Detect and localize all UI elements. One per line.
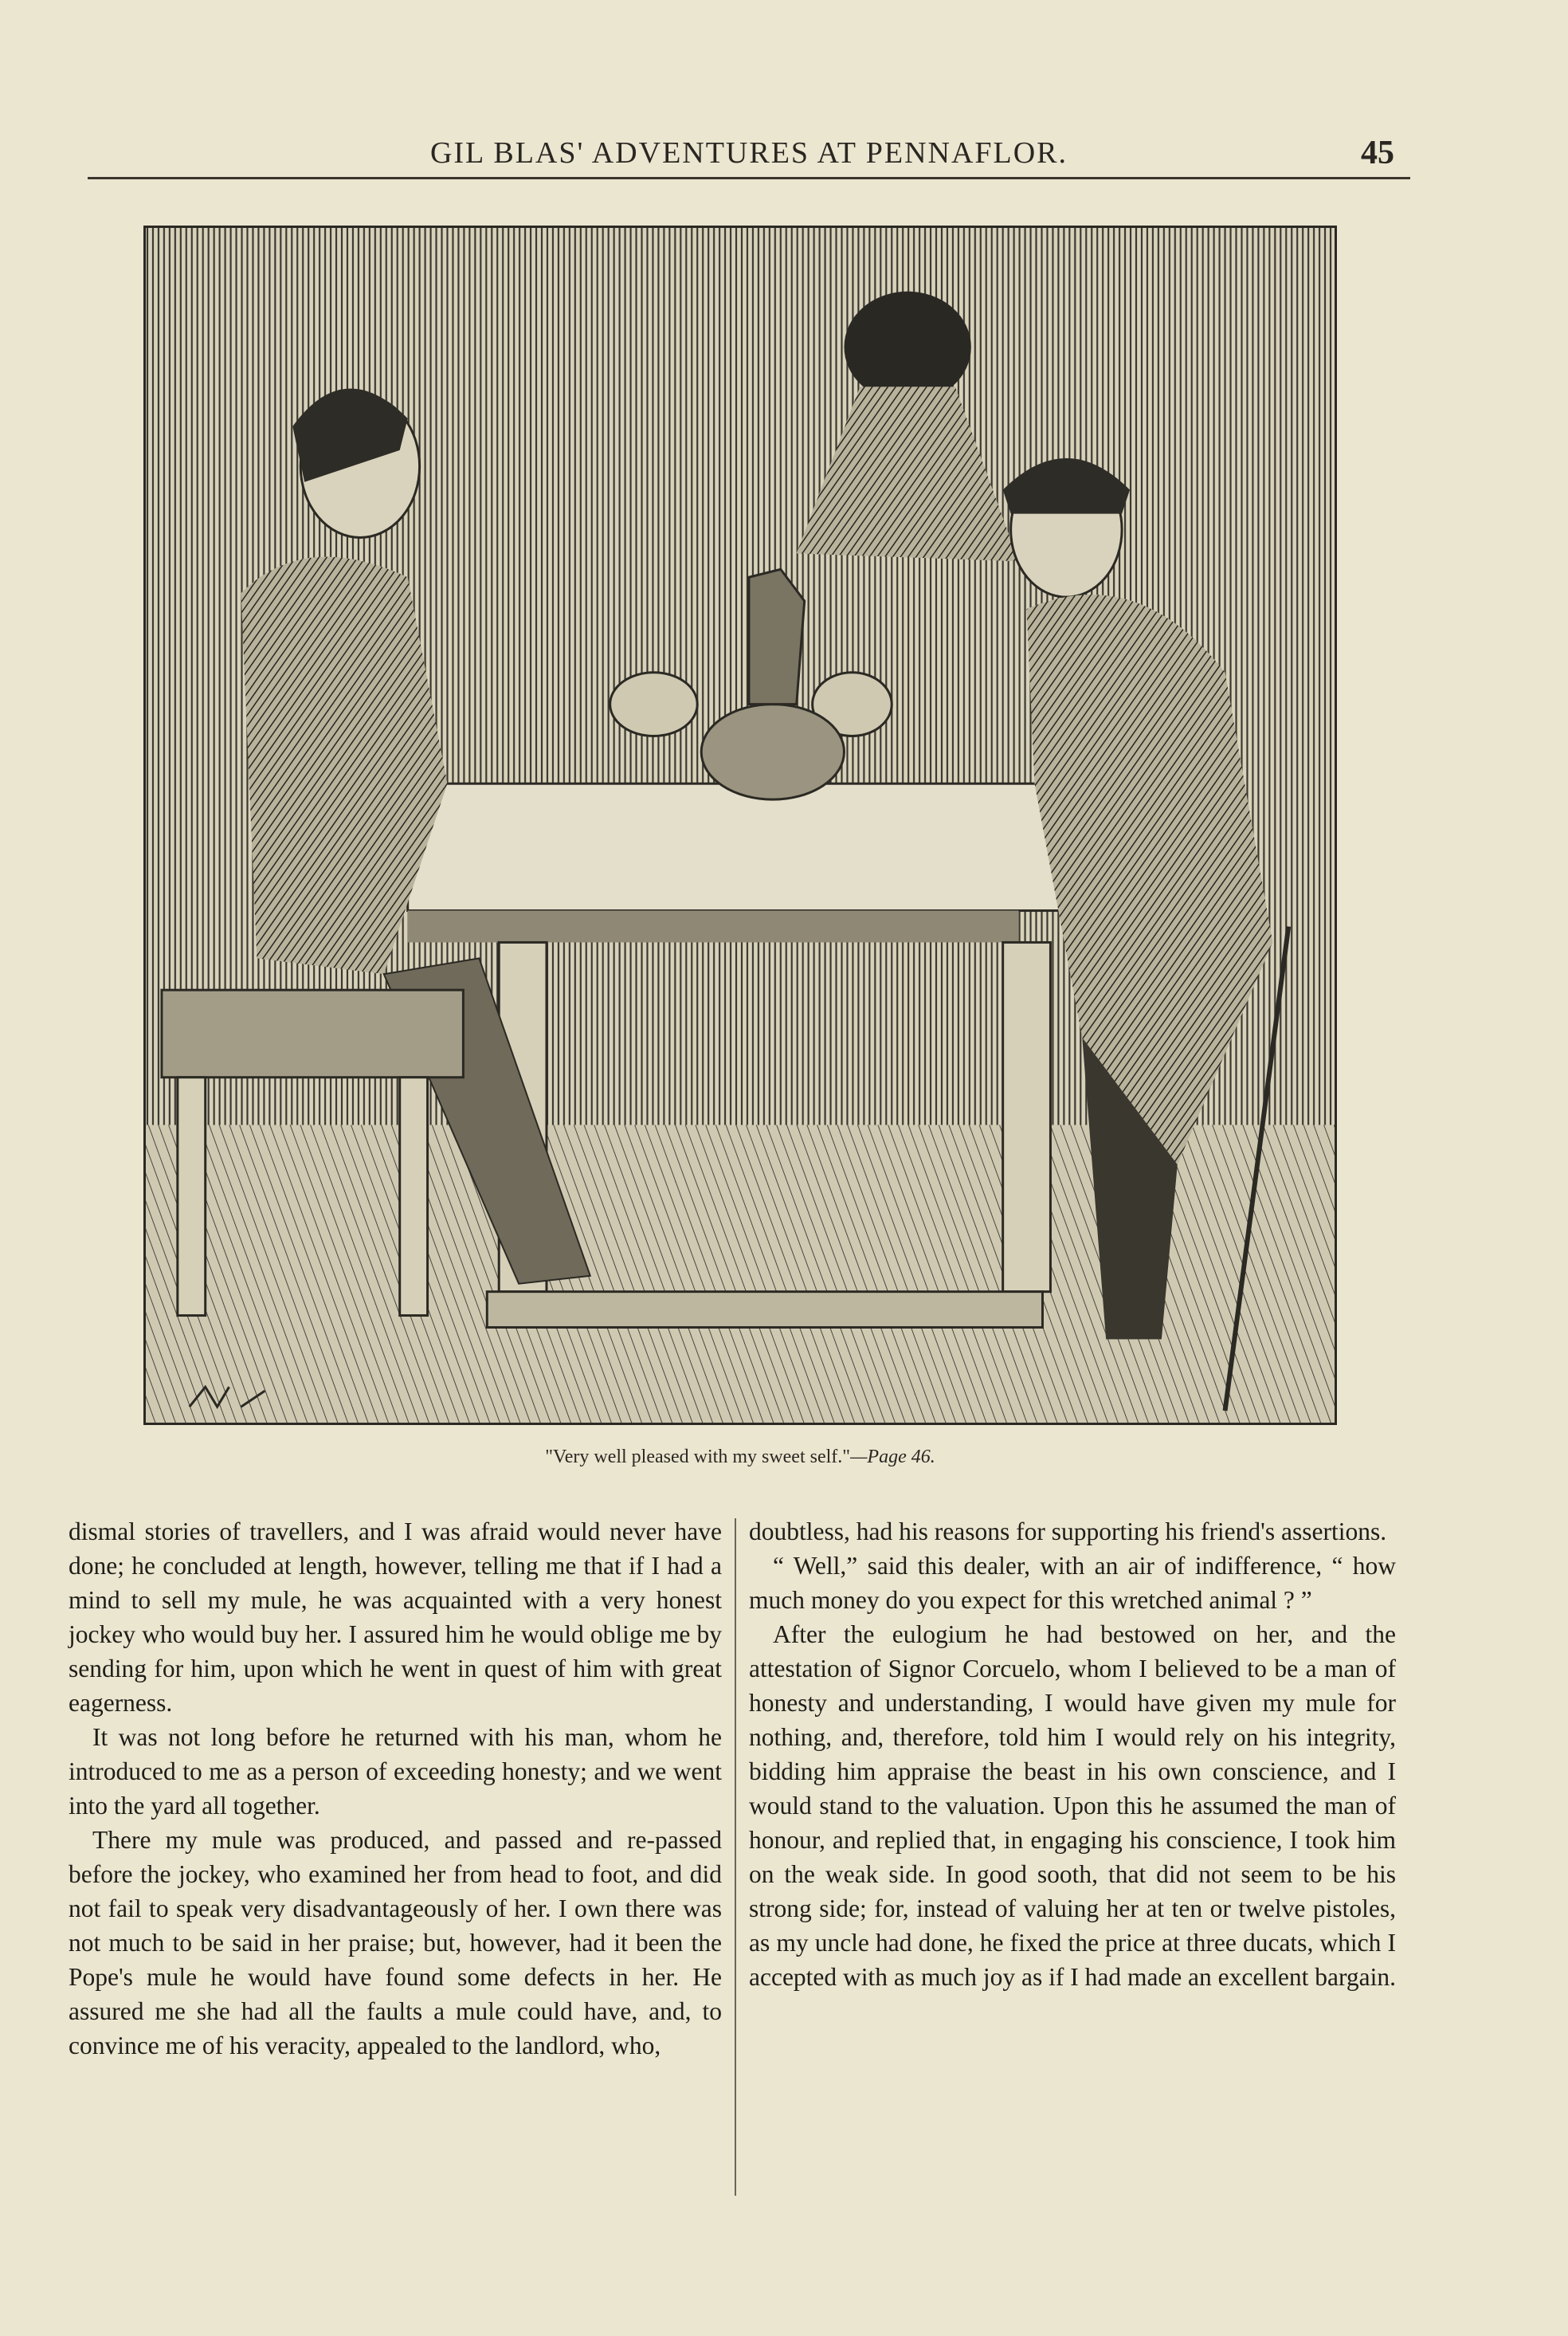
hanging-hat	[844, 292, 970, 402]
illustration-caption	[143, 1447, 1337, 1468]
engraving-drawing	[146, 228, 1335, 1423]
stool-leg-left	[178, 1078, 206, 1316]
stool-leg-right	[400, 1078, 428, 1316]
stool-seat	[162, 990, 463, 1078]
column-divider	[735, 1518, 736, 2196]
text-column-left	[69, 1514, 722, 2063]
serving-dish	[701, 705, 844, 800]
table-stretcher	[487, 1292, 1042, 1328]
wine-jug	[749, 569, 805, 704]
text-column-right	[749, 1514, 1396, 1994]
table-apron	[408, 911, 1019, 943]
caption-quote: "Very well pleased with my sweet self."	[545, 1447, 851, 1467]
paragraph: “ Well,” said this dealer, with an air of indifference, “ how much money do you expect for this wretched animal ? ”	[749, 1552, 1396, 1614]
tablecloth	[408, 783, 1106, 910]
paragraph: There my mule was produced, and passed and re-passed before the jockey, who examined her from head to foot, and did not fail to speak very disadvantageously of her. I own there was not much to be said in her praise; but, however, had it been the Pope's mule he would have found some defects in her. He assured me she had all the faults a mule could have, and, to convince me of his veracity, appealed to the landlord, who,	[69, 1826, 722, 2059]
paragraph: dismal stories of travellers, and I was afraid would never have done; he concluded at length, however, telling me that if I had a mind to sell my mule, he was acquainted with a very honest jockey who would buy her. I assured him he would oblige me by sending for him, upon which he went in quest of him with great eagerness.	[69, 1517, 722, 1717]
goblet	[610, 673, 698, 736]
paragraph: doubtless, had his reasons for supporting his friend's assertions.	[749, 1517, 1387, 1545]
header-rule	[88, 177, 1410, 179]
engraving-illustration	[143, 226, 1337, 1425]
caption-page-reference: —Page 46.	[850, 1447, 935, 1467]
table-leg-right	[1003, 942, 1051, 1291]
page-number: 45	[1361, 135, 1394, 171]
running-head: GIL BLAS' ADVENTURES AT PENNAFLOR.	[429, 136, 1068, 170]
paragraph: After the eulogium he had bestowed on her, and the attestation of Signor Corcuelo, whom I believed to be a man of honesty and understanding, I would have given my mule for nothing, and, therefore, told him I would rely on his integrity, bidding him appraise the beast in his own conscience, and I would stand to the valuation. Upon this he assumed the man of honour, and replied that, in engaging his conscience, I took him on the weak side. In good sooth, that did not seem to be his strong side; for, instead of valuing her at ten or twelve pistoles, as my uncle had done, he fixed the price at three ducats, which I accepted with as much joy as if I had made an excellent bargain.	[749, 1620, 1396, 1991]
paragraph: It was not long before he returned with his man, whom he introduced to me as a person of exceeding honesty; and we went into the yard all together.	[69, 1723, 722, 1820]
page-header	[88, 128, 1410, 183]
